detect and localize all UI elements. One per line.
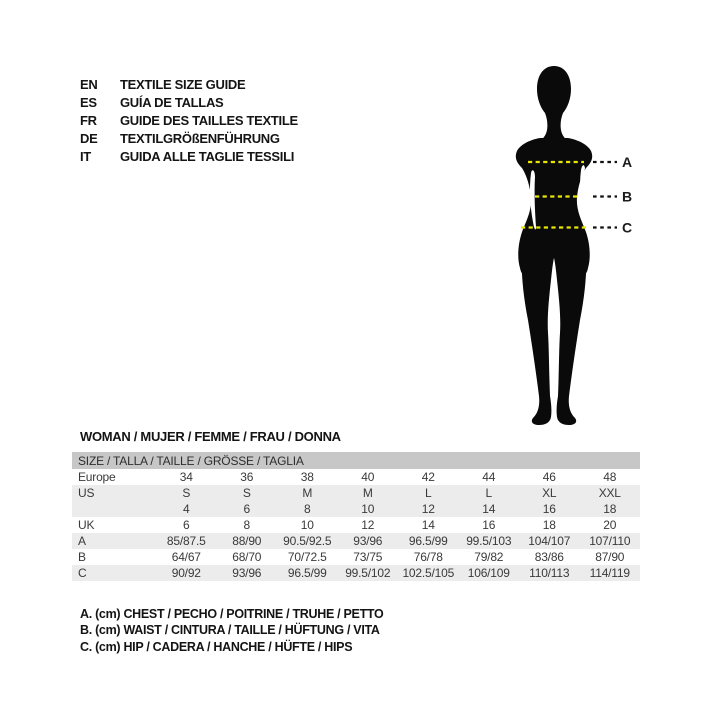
- size-table-row: [72, 517, 640, 533]
- size-cell: 40: [361, 470, 375, 484]
- size-table-body: [72, 469, 640, 581]
- size-cell: 70/72.5: [287, 550, 327, 564]
- size-cell: S: [242, 486, 251, 500]
- size-row-label: C: [78, 566, 87, 580]
- size-cell: S: [182, 486, 191, 500]
- size-cell: 104/107: [528, 534, 571, 548]
- size-cell: 36: [240, 470, 254, 484]
- size-cell: 10: [361, 502, 375, 516]
- size-cell: 90/92: [171, 566, 201, 580]
- section-title-woman: WOMAN / MUJER / FEMME / FRAU / DONNA: [80, 429, 341, 444]
- language-row: [80, 147, 298, 165]
- language-label: GUIDA ALLE TAGLIE TESSILI: [120, 148, 295, 164]
- legend-line: A. (cm) CHEST / PECHO / POITRINE / TRUHE / PETTO: [80, 607, 384, 621]
- size-cell: 79/82: [474, 550, 504, 564]
- size-cell: 10: [300, 518, 314, 532]
- size-cell: 102.5/105: [402, 566, 455, 580]
- language-row: [80, 94, 298, 112]
- size-cell: 88/90: [232, 534, 262, 548]
- size-cell: 48: [603, 470, 617, 484]
- size-cell: 6: [243, 502, 250, 516]
- size-cell: L: [425, 486, 432, 500]
- size-cell: 34: [179, 470, 193, 484]
- size-cell: 4: [183, 502, 190, 516]
- language-code: IT: [80, 148, 91, 164]
- language-code: DE: [80, 130, 98, 146]
- size-table-row: [72, 533, 640, 549]
- size-cell: 14: [482, 502, 496, 516]
- size-cell: 90.5/92.5: [283, 534, 332, 548]
- marker-label-c: C: [622, 219, 633, 236]
- language-code: ES: [80, 95, 97, 111]
- size-cell: 68/70: [232, 550, 262, 564]
- size-cell: 93/96: [353, 534, 383, 548]
- size-cell: 46: [542, 470, 556, 484]
- language-row: [80, 112, 298, 130]
- size-cell: 96.5/99: [287, 566, 327, 580]
- size-cell: 99.5/102: [345, 566, 391, 580]
- legend-line: C. (cm) HIP / CADERA / HANCHE / HÜFTE / HIPS: [80, 639, 353, 654]
- size-cell: 106/109: [467, 566, 510, 580]
- size-cell: 93/96: [232, 566, 262, 580]
- language-code: EN: [80, 77, 98, 93]
- size-cell: 18: [542, 518, 556, 532]
- language-label: GUÍA DE TALLAS: [120, 95, 224, 111]
- language-row: [80, 76, 298, 94]
- size-cell: 87/90: [595, 550, 625, 564]
- size-row-label: A: [78, 534, 86, 548]
- size-cell: 20: [603, 518, 617, 532]
- size-cell: XXL: [598, 486, 621, 500]
- size-cell: 16: [542, 502, 556, 516]
- size-cell: 38: [300, 470, 314, 484]
- woman-silhouette-figure: [488, 55, 640, 435]
- size-row-label: US: [78, 486, 95, 500]
- size-cell: 8: [243, 518, 250, 532]
- size-table: [72, 452, 640, 581]
- size-table-row: [72, 469, 640, 485]
- size-table-row: [72, 549, 640, 565]
- size-cell: 18: [603, 502, 617, 516]
- language-label: TEXTILE SIZE GUIDE: [120, 77, 246, 93]
- size-cell: 96.5/99: [408, 534, 448, 548]
- size-cell: L: [485, 486, 492, 500]
- language-row: [80, 129, 298, 147]
- size-cell: 85/87.5: [166, 534, 206, 548]
- size-cell: 76/78: [413, 550, 443, 564]
- language-code: FR: [80, 112, 97, 128]
- size-row-label: Europe: [78, 470, 116, 484]
- size-table-row: [72, 485, 640, 501]
- legend-line: B. (cm) WAIST / CINTURA / TAILLE / HÜFTUNG / VITA: [80, 623, 380, 638]
- size-cell: 73/75: [353, 550, 383, 564]
- size-cell: 110/113: [529, 566, 570, 580]
- size-table-row: [72, 501, 640, 517]
- marker-label-a: A: [622, 154, 633, 170]
- size-cell: 64/67: [171, 550, 201, 564]
- size-cell: 83/86: [534, 550, 564, 564]
- size-cell: M: [362, 486, 373, 500]
- silhouette-head: [537, 66, 571, 142]
- size-cell: 12: [421, 502, 435, 516]
- language-label: TEXTILGRÖßENFÜHRUNG: [120, 130, 280, 146]
- language-label: GUIDE DES TAILLES TEXTILE: [120, 112, 298, 128]
- size-cell: 42: [421, 470, 435, 484]
- size-row-label: B: [78, 550, 86, 564]
- silhouette-legs: [522, 240, 587, 425]
- size-cell: 114/119: [589, 566, 630, 580]
- size-table-row: [72, 565, 640, 581]
- size-cell: 12: [361, 518, 375, 532]
- size-cell: 99.5/103: [466, 534, 512, 548]
- size-cell: XL: [542, 486, 557, 500]
- size-cell: 44: [482, 470, 496, 484]
- size-cell: 8: [304, 502, 311, 516]
- language-list: [80, 76, 298, 165]
- size-table-header: SIZE / TALLA / TAILLE / GRÖSSE / TAGLIA: [72, 452, 640, 469]
- size-cell: 6: [183, 518, 190, 532]
- size-row-label: UK: [78, 518, 95, 532]
- size-cell: 107/110: [589, 534, 631, 548]
- size-cell: M: [302, 486, 313, 500]
- size-cell: 16: [482, 518, 496, 532]
- measurement-legend: [80, 606, 383, 655]
- size-cell: 14: [421, 518, 435, 532]
- marker-label-b: B: [622, 188, 633, 205]
